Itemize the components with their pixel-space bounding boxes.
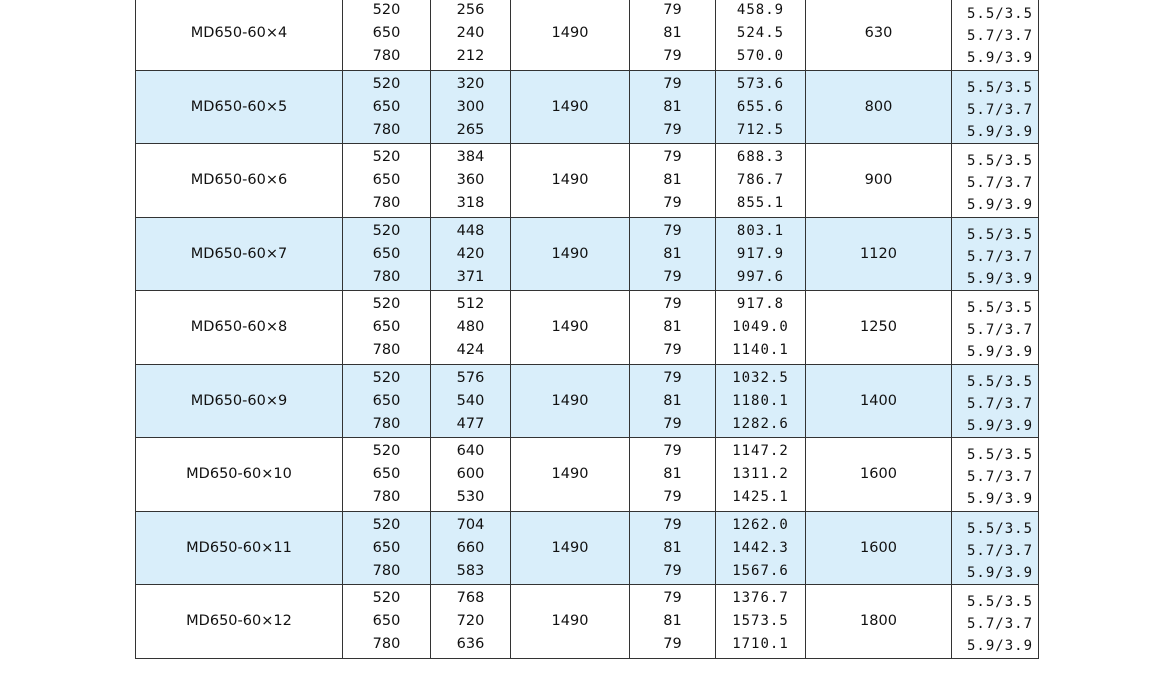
speed-value: 1490: [551, 319, 589, 336]
flow-cell: [343, 511, 431, 585]
eff-value: 79: [663, 489, 682, 506]
npsh-value: 5.7/3.7: [967, 322, 1034, 339]
head-value: 768: [456, 590, 485, 607]
power-value: 1282.6: [732, 415, 789, 432]
npsh-value: 5.5/3.5: [967, 300, 1034, 317]
speed-value: 1490: [551, 25, 589, 42]
pump-spec-table: [135, 0, 1039, 659]
speed-cell: [511, 0, 630, 70]
head-value: 583: [456, 562, 485, 579]
power-cell: [716, 217, 806, 291]
flow-cell: [343, 364, 431, 438]
table-row: [136, 438, 1039, 512]
eff-value: 79: [663, 48, 682, 65]
model-cell: [136, 0, 343, 70]
head-stack: [431, 585, 510, 657]
power-cell: [716, 364, 806, 438]
power-value: 786.7: [736, 172, 785, 189]
flow-stack: [343, 0, 430, 69]
power-value: 1180.1: [732, 392, 789, 409]
flow-stack: [343, 71, 430, 143]
eff-value: 79: [663, 121, 682, 138]
flow-stack: [343, 291, 430, 363]
npsh-cell: [952, 70, 1039, 144]
power-stack: [716, 512, 805, 584]
power-stack: [716, 71, 805, 143]
model-cell: [136, 70, 343, 144]
power-value: 573.6: [736, 75, 785, 92]
flow-value: 650: [372, 466, 401, 483]
speed-value: 1490: [551, 539, 589, 556]
eff-value: 79: [663, 296, 682, 313]
power-value: 1032.5: [732, 369, 789, 386]
npsh-cell: [952, 511, 1039, 585]
speed-cell: [511, 364, 630, 438]
power-value: 1262.0: [732, 516, 789, 533]
flow-value: 650: [372, 319, 401, 336]
model-value: MD650-60×6: [190, 172, 288, 189]
npsh-value: 5.9/3.9: [967, 50, 1034, 67]
flow-value: 520: [372, 149, 401, 166]
flow-stack: [343, 218, 430, 290]
head-value: 424: [456, 342, 485, 359]
head-value: 448: [456, 222, 485, 239]
power-value: 688.3: [736, 149, 785, 166]
npsh-value: 5.5/3.5: [967, 447, 1034, 464]
power-value: 1573.5: [732, 613, 789, 630]
npsh-stack: [952, 71, 1038, 143]
power-value: 524.5: [736, 25, 785, 42]
head-stack: [431, 144, 510, 216]
model-cell: [136, 291, 343, 365]
flow-cell: [343, 585, 431, 659]
flow-value: 520: [372, 2, 401, 19]
npsh-cell: [952, 291, 1039, 365]
npsh-stack: [952, 218, 1038, 290]
npsh-value: 5.9/3.9: [967, 270, 1034, 287]
eff-cell: [630, 70, 716, 144]
head-value: 512: [456, 296, 485, 313]
model-cell: [136, 511, 343, 585]
model-cell: [136, 217, 343, 291]
power-value: 655.6: [736, 98, 785, 115]
power-cell: [716, 291, 806, 365]
npsh-value: 5.9/3.9: [967, 344, 1034, 361]
head-stack: [431, 365, 510, 437]
eff-cell: [630, 144, 716, 218]
eff-value: 81: [663, 319, 682, 336]
motor-value: 800: [864, 98, 893, 115]
flow-value: 650: [372, 245, 401, 262]
npsh-value: 5.7/3.7: [967, 28, 1034, 45]
speed-value: 1490: [551, 245, 589, 262]
eff-cell: [630, 585, 716, 659]
speed-value: 1490: [551, 98, 589, 115]
flow-stack: [343, 144, 430, 216]
eff-value: 81: [663, 613, 682, 630]
eff-value: 79: [663, 268, 682, 285]
power-value: 917.9: [736, 245, 785, 262]
speed-cell: [511, 511, 630, 585]
power-value: 570.0: [736, 48, 785, 65]
npsh-value: 5.7/3.7: [967, 101, 1034, 118]
npsh-cell: [952, 364, 1039, 438]
eff-cell: [630, 438, 716, 512]
flow-value: 520: [372, 590, 401, 607]
power-value: 855.1: [736, 195, 785, 212]
head-value: 636: [456, 636, 485, 653]
flow-value: 780: [372, 415, 401, 432]
head-cell: [431, 0, 511, 70]
head-value: 530: [456, 489, 485, 506]
head-value: 240: [456, 25, 485, 42]
head-value: 540: [456, 392, 485, 409]
model-cell: [136, 144, 343, 218]
npsh-stack: [952, 144, 1038, 216]
head-value: 384: [456, 149, 485, 166]
power-value: 1311.2: [732, 466, 789, 483]
model-value: MD650-60×11: [186, 539, 292, 556]
eff-stack: [630, 291, 715, 363]
head-value: 318: [456, 195, 485, 212]
head-value: 360: [456, 172, 485, 189]
eff-value: 81: [663, 98, 682, 115]
flow-value: 520: [372, 75, 401, 92]
power-stack: [716, 218, 805, 290]
head-value: 371: [456, 268, 485, 285]
power-value: 803.1: [736, 222, 785, 239]
npsh-cell: [952, 0, 1039, 70]
model-cell: [136, 438, 343, 512]
head-stack: [431, 0, 510, 69]
eff-stack: [630, 144, 715, 216]
head-cell: [431, 438, 511, 512]
power-value: 712.5: [736, 121, 785, 138]
table-row: [136, 217, 1039, 291]
npsh-stack: [952, 291, 1038, 363]
flow-value: 520: [372, 516, 401, 533]
power-cell: [716, 70, 806, 144]
npsh-value: 5.9/3.9: [967, 638, 1034, 655]
flow-cell: [343, 144, 431, 218]
npsh-cell: [952, 144, 1039, 218]
speed-cell: [511, 144, 630, 218]
table-row: [136, 511, 1039, 585]
model-value: MD650-60×9: [190, 392, 288, 409]
power-stack: [716, 144, 805, 216]
eff-stack: [630, 512, 715, 584]
head-value: 212: [456, 48, 485, 65]
power-stack: [716, 585, 805, 657]
motor-value: 1600: [860, 466, 897, 483]
head-value: 420: [456, 245, 485, 262]
eff-cell: [630, 217, 716, 291]
table-row: [136, 585, 1039, 659]
npsh-value: 5.7/3.7: [967, 175, 1034, 192]
eff-cell: [630, 0, 716, 70]
eff-value: 81: [663, 466, 682, 483]
motor-cell: [806, 70, 952, 144]
power-cell: [716, 0, 806, 70]
model-value: MD650-60×8: [190, 319, 288, 336]
flow-value: 650: [372, 25, 401, 42]
motor-value: 630: [864, 25, 893, 42]
eff-stack: [630, 71, 715, 143]
head-value: 256: [456, 2, 485, 19]
eff-value: 81: [663, 392, 682, 409]
head-stack: [431, 438, 510, 510]
motor-cell: [806, 438, 952, 512]
flow-value: 520: [372, 222, 401, 239]
head-stack: [431, 71, 510, 143]
flow-value: 520: [372, 369, 401, 386]
npsh-value: 5.7/3.7: [967, 616, 1034, 633]
eff-value: 79: [663, 75, 682, 92]
speed-cell: [511, 585, 630, 659]
eff-stack: [630, 218, 715, 290]
speed-cell: [511, 438, 630, 512]
eff-value: 79: [663, 516, 682, 533]
npsh-value: 5.9/3.9: [967, 123, 1034, 140]
speed-cell: [511, 291, 630, 365]
power-stack: [716, 0, 805, 69]
npsh-value: 5.7/3.7: [967, 469, 1034, 486]
eff-value: 79: [663, 2, 682, 19]
flow-value: 780: [372, 268, 401, 285]
power-cell: [716, 438, 806, 512]
motor-cell: [806, 0, 952, 70]
model-cell: [136, 585, 343, 659]
head-value: 600: [456, 466, 485, 483]
flow-value: 780: [372, 562, 401, 579]
eff-value: 79: [663, 222, 682, 239]
model-value: MD650-60×4: [190, 25, 288, 42]
npsh-stack: [952, 365, 1038, 437]
flow-stack: [343, 438, 430, 510]
power-value: 1442.3: [732, 539, 789, 556]
flow-stack: [343, 365, 430, 437]
head-stack: [431, 218, 510, 290]
flow-cell: [343, 438, 431, 512]
flow-value: 520: [372, 443, 401, 460]
npsh-cell: [952, 585, 1039, 659]
eff-value: 79: [663, 369, 682, 386]
speed-cell: [511, 70, 630, 144]
flow-cell: [343, 0, 431, 70]
flow-value: 780: [372, 636, 401, 653]
power-value: 1049.0: [732, 319, 789, 336]
flow-stack: [343, 512, 430, 584]
power-value: 1140.1: [732, 342, 789, 359]
eff-stack: [630, 438, 715, 510]
motor-cell: [806, 291, 952, 365]
motor-cell: [806, 364, 952, 438]
npsh-value: 5.5/3.5: [967, 373, 1034, 390]
table-row: [136, 144, 1039, 218]
motor-value: 1120: [860, 245, 897, 262]
power-value: 1425.1: [732, 489, 789, 506]
npsh-value: 5.5/3.5: [967, 520, 1034, 537]
eff-stack: [630, 365, 715, 437]
flow-value: 780: [372, 489, 401, 506]
head-value: 704: [456, 516, 485, 533]
eff-value: 81: [663, 172, 682, 189]
eff-value: 79: [663, 636, 682, 653]
flow-value: 780: [372, 121, 401, 138]
flow-cell: [343, 291, 431, 365]
npsh-value: 5.5/3.5: [967, 594, 1034, 611]
head-value: 720: [456, 613, 485, 630]
eff-cell: [630, 364, 716, 438]
model-cell: [136, 364, 343, 438]
eff-stack: [630, 0, 715, 69]
power-value: 1710.1: [732, 636, 789, 653]
eff-value: 79: [663, 415, 682, 432]
motor-cell: [806, 217, 952, 291]
motor-value: 1250: [860, 319, 897, 336]
eff-value: 79: [663, 590, 682, 607]
eff-value: 81: [663, 245, 682, 262]
eff-value: 79: [663, 149, 682, 166]
table-row: [136, 70, 1039, 144]
power-value: 1147.2: [732, 443, 789, 460]
head-cell: [431, 70, 511, 144]
head-stack: [431, 512, 510, 584]
power-cell: [716, 585, 806, 659]
power-value: 1376.7: [732, 590, 789, 607]
npsh-stack: [952, 438, 1038, 510]
flow-value: 780: [372, 195, 401, 212]
motor-cell: [806, 585, 952, 659]
motor-value: 1600: [860, 539, 897, 556]
head-value: 660: [456, 539, 485, 556]
flow-value: 650: [372, 172, 401, 189]
power-value: 1567.6: [732, 562, 789, 579]
motor-value: 900: [864, 172, 893, 189]
motor-cell: [806, 144, 952, 218]
npsh-value: 5.5/3.5: [967, 226, 1034, 243]
npsh-value: 5.5/3.5: [967, 153, 1034, 170]
npsh-value: 5.7/3.7: [967, 248, 1034, 265]
npsh-value: 5.5/3.5: [967, 79, 1034, 96]
npsh-value: 5.9/3.9: [967, 417, 1034, 434]
head-value: 265: [456, 121, 485, 138]
motor-cell: [806, 511, 952, 585]
head-cell: [431, 144, 511, 218]
npsh-stack: [952, 0, 1038, 69]
eff-value: 79: [663, 195, 682, 212]
head-cell: [431, 291, 511, 365]
model-value: MD650-60×7: [190, 245, 288, 262]
flow-value: 650: [372, 539, 401, 556]
flow-cell: [343, 217, 431, 291]
power-cell: [716, 511, 806, 585]
flow-stack: [343, 585, 430, 657]
head-stack: [431, 291, 510, 363]
npsh-value: 5.5/3.5: [967, 6, 1034, 23]
npsh-cell: [952, 217, 1039, 291]
eff-stack: [630, 585, 715, 657]
power-stack: [716, 365, 805, 437]
head-value: 320: [456, 75, 485, 92]
npsh-value: 5.7/3.7: [967, 395, 1034, 412]
head-value: 640: [456, 443, 485, 460]
eff-cell: [630, 511, 716, 585]
flow-cell: [343, 70, 431, 144]
eff-cell: [630, 291, 716, 365]
flow-value: 650: [372, 98, 401, 115]
head-cell: [431, 585, 511, 659]
eff-value: 81: [663, 539, 682, 556]
npsh-value: 5.9/3.9: [967, 491, 1034, 508]
head-value: 480: [456, 319, 485, 336]
table-row: [136, 0, 1039, 70]
power-cell: [716, 144, 806, 218]
table-row: [136, 364, 1039, 438]
model-value: MD650-60×5: [190, 98, 288, 115]
npsh-value: 5.9/3.9: [967, 197, 1034, 214]
eff-value: 79: [663, 562, 682, 579]
head-value: 576: [456, 369, 485, 386]
speed-value: 1490: [551, 613, 589, 630]
table-row: [136, 291, 1039, 365]
flow-value: 780: [372, 342, 401, 359]
flow-value: 650: [372, 392, 401, 409]
flow-value: 650: [372, 613, 401, 630]
head-cell: [431, 511, 511, 585]
motor-value: 1800: [860, 613, 897, 630]
head-cell: [431, 364, 511, 438]
power-stack: [716, 291, 805, 363]
model-value: MD650-60×10: [186, 466, 292, 483]
npsh-stack: [952, 585, 1038, 657]
speed-value: 1490: [551, 466, 589, 483]
power-value: 458.9: [736, 2, 785, 19]
power-stack: [716, 438, 805, 510]
head-value: 300: [456, 98, 485, 115]
power-value: 997.6: [736, 268, 785, 285]
eff-value: 79: [663, 342, 682, 359]
speed-value: 1490: [551, 172, 589, 189]
npsh-stack: [952, 512, 1038, 584]
flow-value: 520: [372, 296, 401, 313]
npsh-cell: [952, 438, 1039, 512]
eff-value: 79: [663, 443, 682, 460]
flow-value: 780: [372, 48, 401, 65]
speed-cell: [511, 217, 630, 291]
motor-value: 1400: [860, 392, 897, 409]
power-value: 917.8: [736, 296, 785, 313]
npsh-value: 5.9/3.9: [967, 564, 1034, 581]
eff-value: 81: [663, 25, 682, 42]
model-value: MD650-60×12: [186, 613, 292, 630]
head-cell: [431, 217, 511, 291]
head-value: 477: [456, 415, 485, 432]
npsh-value: 5.7/3.7: [967, 542, 1034, 559]
speed-value: 1490: [551, 392, 589, 409]
table-body: [136, 0, 1039, 658]
